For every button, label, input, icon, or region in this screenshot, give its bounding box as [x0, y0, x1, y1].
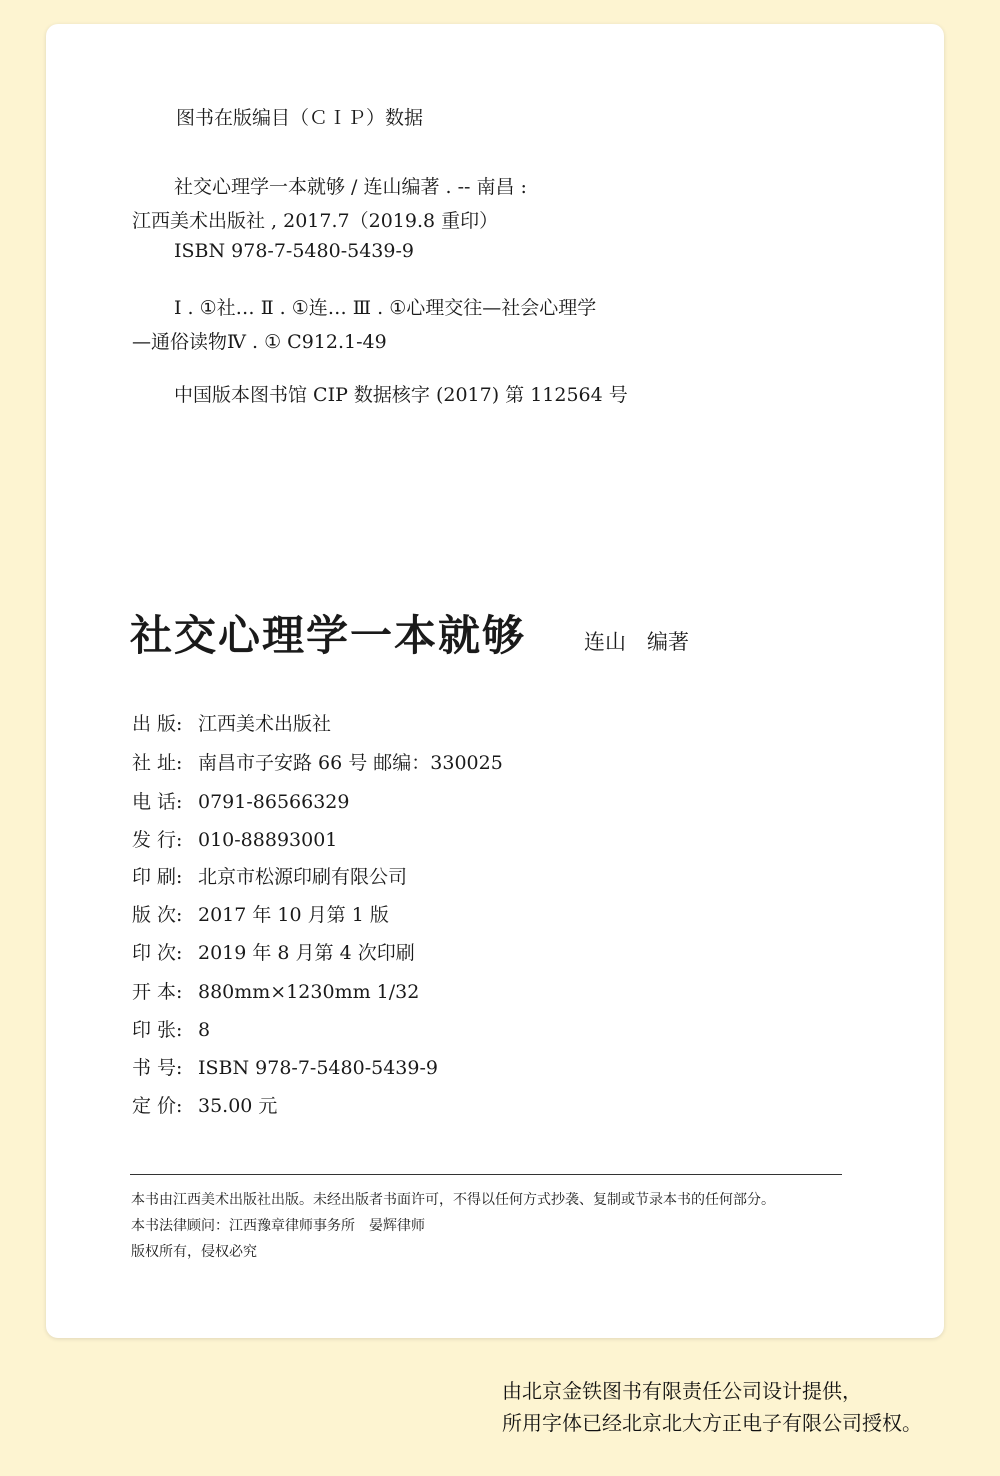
design-credit-line-2: 所用字体已经北京北大方正电子有限公司授权。 [502, 1411, 922, 1435]
info-value: 8 [198, 1019, 211, 1041]
info-label: 书 号: [132, 1057, 183, 1079]
info-row-printing [132, 938, 415, 965]
info-label: 发 行: [132, 829, 183, 851]
info-row-edition [132, 900, 389, 927]
info-value: 010-88893001 [198, 829, 338, 851]
info-row-publisher [132, 709, 331, 736]
info-value: 880mm×1230mm 1/32 [198, 981, 420, 1003]
cip-heading: 图书在版编目（ＣＩＰ）数据 [176, 107, 424, 129]
info-value: ISBN 978-7-5480-5439-9 [198, 1057, 438, 1079]
footer-divider [130, 1174, 842, 1175]
info-value: 0791-86566329 [198, 791, 350, 813]
info-label: 印 次: [132, 942, 183, 964]
cip-classification-2: —通俗读物Ⅳ . ① C912.1-49 [132, 331, 387, 353]
info-row-sheets [132, 1015, 210, 1042]
design-credit-line-1: 由北京金铁图书有限责任公司设计提供， [502, 1379, 862, 1403]
book-title: 社交心理学一本就够 [130, 611, 527, 660]
info-label: 印 张: [132, 1019, 183, 1041]
info-value: 江西美术出版社 [198, 713, 332, 735]
info-label: 版 次: [132, 904, 183, 926]
info-value: 2019 年 8 月第 4 次印刷 [198, 942, 415, 964]
info-row-format [132, 977, 419, 1004]
info-row-price [132, 1091, 277, 1118]
info-label: 电 话: [132, 791, 183, 813]
info-row-address [132, 748, 503, 775]
cip-record-number: 中国版本图书馆 CIP 数据核字 (2017) 第 112564 号 [174, 384, 628, 406]
book-author: 连山 编著 [584, 630, 689, 654]
info-row-isbn [132, 1053, 438, 1080]
cip-line-2: 江西美术出版社 , 2017.7（2019.8 重印） [132, 210, 499, 232]
info-label: 社 址: [132, 752, 183, 774]
info-value: 南昌市子安路 66 号 邮编：330025 [198, 752, 503, 774]
rights-reserved: 版权所有，侵权必究 [131, 1244, 257, 1260]
cip-isbn: ISBN 978-7-5480-5439-9 [174, 240, 414, 262]
info-label: 印 刷: [132, 866, 183, 888]
info-label: 出 版: [132, 713, 183, 735]
info-label: 开 本: [132, 981, 183, 1003]
legal-counsel: 本书法律顾问：江西豫章律师事务所 晏辉律师 [131, 1218, 425, 1234]
info-value: 35.00 元 [198, 1095, 278, 1117]
copyright-notice: 本书由江西美术出版社出版。未经出版者书面许可，不得以任何方式抄袭、复制或节录本书的任何部分。 [131, 1192, 775, 1208]
cip-line-1: 社交心理学一本就够 / 连山编著 . -- 南昌 : [174, 176, 527, 198]
cip-classification-1: Ⅰ . ①社… Ⅱ . ①连… Ⅲ . ①心理交往—社会心理学 [174, 297, 597, 319]
info-label: 定 价: [132, 1095, 183, 1117]
info-row-distribution [132, 825, 337, 852]
info-row-printer [132, 862, 407, 889]
info-value: 2017 年 10 月第 1 版 [198, 904, 389, 926]
info-value: 北京市松源印刷有限公司 [198, 866, 408, 888]
info-row-phone [132, 787, 349, 814]
